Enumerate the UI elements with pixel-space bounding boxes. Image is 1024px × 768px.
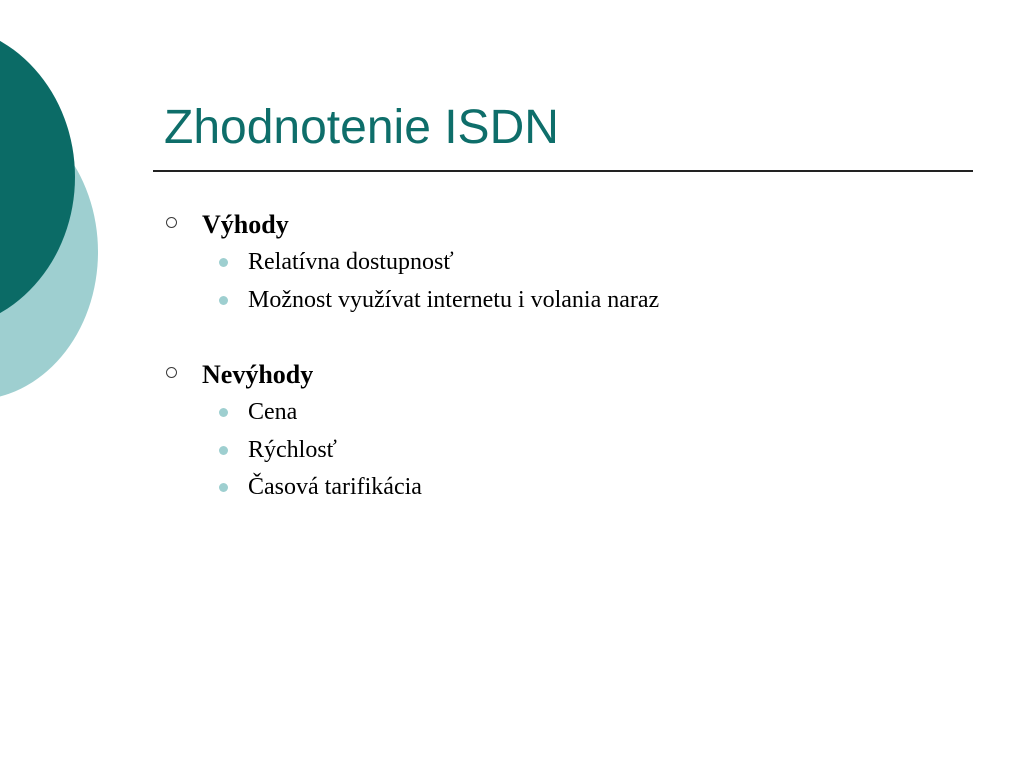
dot-bullet-icon — [219, 483, 228, 492]
slide-title: Zhodnotenie ISDN — [164, 101, 559, 154]
list-item-text: Relatívna dostupnosť — [248, 249, 454, 275]
list-item-text: Možnost využívat internetu i volania naraz — [248, 286, 660, 313]
ring-bullet-icon — [166, 217, 177, 228]
section-heading: Výhody — [202, 210, 289, 239]
list-item-text: Cena — [248, 399, 298, 425]
ring-bullet-icon — [166, 367, 177, 378]
section-heading: Nevýhody — [202, 360, 314, 389]
dot-bullet-icon — [219, 296, 228, 305]
dot-bullet-icon — [219, 258, 228, 267]
list-item-text: Rýchlosť — [248, 436, 337, 463]
dot-bullet-icon — [219, 408, 228, 417]
list-item-text: Časová tarifikácia — [248, 474, 422, 500]
dot-bullet-icon — [219, 446, 228, 455]
